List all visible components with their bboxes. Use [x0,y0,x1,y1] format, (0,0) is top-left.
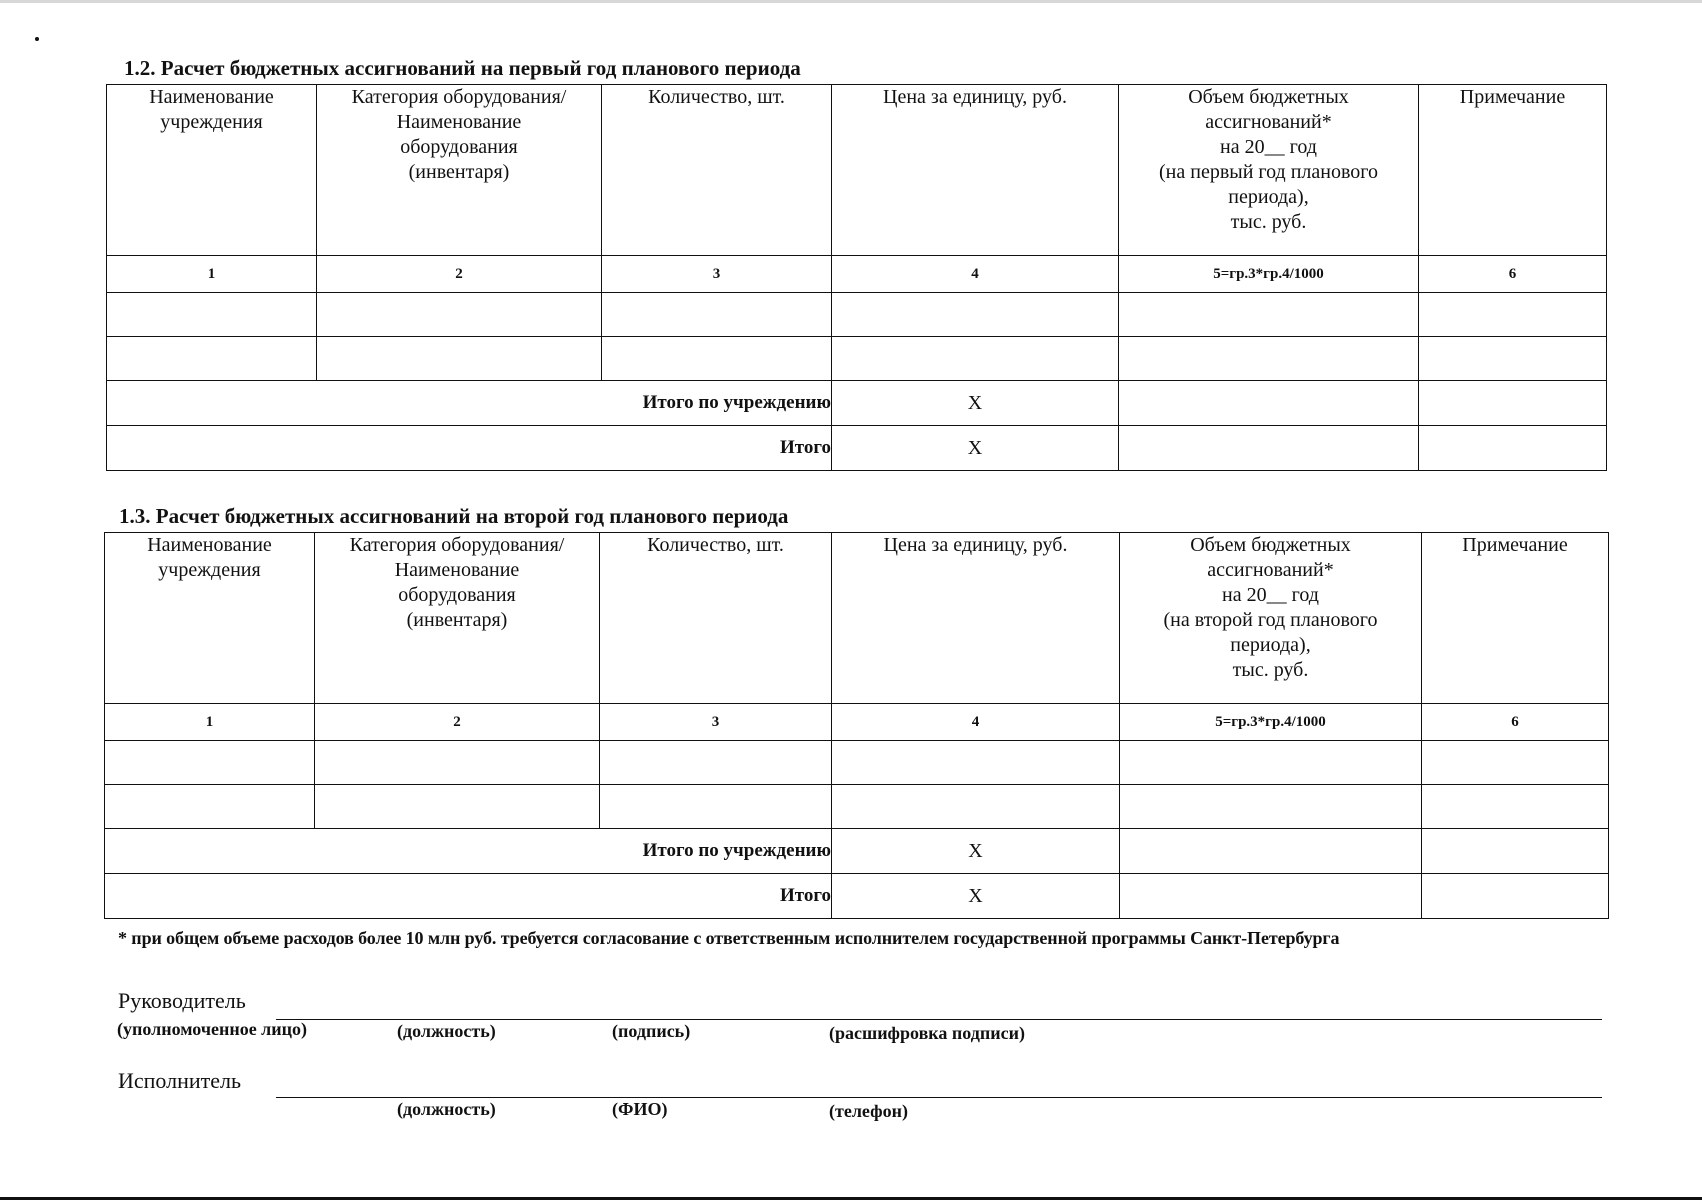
empty-cell[interactable] [1120,741,1422,785]
empty-cell[interactable] [1422,785,1609,829]
executor-label: Исполнитель [118,1068,242,1093]
head-signature-line[interactable] [276,1019,1602,1020]
empty-cell[interactable] [1119,381,1419,426]
empty-cell[interactable] [1120,874,1422,919]
table-row [105,741,1609,785]
empty-cell[interactable] [317,293,602,337]
table-header-row [105,533,1609,704]
head-caption-signature: (подпись) [612,1021,691,1041]
column-number-row [107,256,1607,293]
executor-caption-position: (должность) [397,1099,496,1119]
empty-cell[interactable] [600,741,832,785]
column-number: 6 [1419,256,1607,293]
x-mark: Х [832,829,1120,874]
column-number: 6 [1422,704,1609,741]
empty-cell[interactable] [1422,874,1609,919]
header-institution-name: Наименование учреждения [107,85,317,256]
header-equipment-category: Категория оборудования/ Наименование оборудования (инвентаря) [315,533,600,704]
column-number: 4 [832,256,1119,293]
empty-cell[interactable] [315,785,600,829]
table-row [105,785,1609,829]
header-unit-price: Цена за единицу, руб. [832,533,1120,704]
section-2-title: 1.3. Расчет бюджетных ассигнований на второй год планового периода [119,504,789,528]
total-by-institution-label: Итого по учреждению [105,829,832,874]
head-caption-authorized: (уполномоченное лицо) [117,1019,308,1039]
header-quantity: Количество, шт. [600,533,832,704]
empty-cell[interactable] [1419,293,1607,337]
total-label: Итого [107,426,832,471]
empty-cell[interactable] [600,785,832,829]
scan-dot-mark [35,37,39,41]
header-equipment-category: Категория оборудования/ Наименование оборудования (инвентаря) [317,85,602,256]
x-mark: Х [832,381,1119,426]
empty-cell[interactable] [1419,426,1607,471]
header-unit-price: Цена за единицу, руб. [832,85,1119,256]
empty-cell[interactable] [1419,381,1607,426]
empty-cell[interactable] [1120,829,1422,874]
empty-cell[interactable] [602,293,832,337]
x-mark: Х [832,874,1120,919]
empty-cell[interactable] [317,337,602,381]
header-budget-volume: Объем бюджетных ассигнований* на 20__ год (на первый год планового периода), тыс. руб. [1119,85,1419,256]
column-number-formula: 5=гр.3*гр.4/1000 [1119,256,1419,293]
empty-cell[interactable] [105,741,315,785]
column-number: 3 [600,704,832,741]
table-row [107,337,1607,381]
empty-cell[interactable] [832,741,1120,785]
head-caption-position: (должность) [397,1021,496,1041]
column-number: 3 [602,256,832,293]
column-number: 1 [107,256,317,293]
column-number: 4 [832,704,1120,741]
header-institution-name: Наименование учреждения [105,533,315,704]
total-by-institution-label: Итого по учреждению [107,381,832,426]
header-note: Примечание [1422,533,1609,704]
column-number: 1 [105,704,315,741]
header-note: Примечание [1419,85,1607,256]
table-row [107,293,1607,337]
footnote: * при общем объеме расходов более 10 млн руб. требуется согласование с ответственным исполнителем государственной программы Санкт-Петербурга [118,928,1340,948]
executor-caption-name: (ФИО) [612,1099,668,1119]
column-number-formula: 5=гр.3*гр.4/1000 [1120,704,1422,741]
header-quantity: Количество, шт. [602,85,832,256]
empty-cell[interactable] [1422,829,1609,874]
empty-cell[interactable] [832,785,1120,829]
total-label: Итого [105,874,832,919]
empty-cell[interactable] [315,741,600,785]
empty-cell[interactable] [1119,337,1419,381]
empty-cell[interactable] [1119,293,1419,337]
empty-cell[interactable] [832,337,1119,381]
empty-cell[interactable] [107,337,317,381]
head-label: Руководитель [118,988,246,1013]
empty-cell[interactable] [107,293,317,337]
column-number: 2 [315,704,600,741]
empty-cell[interactable] [832,293,1119,337]
empty-cell[interactable] [105,785,315,829]
column-number: 2 [317,256,602,293]
column-number-row [105,704,1609,741]
empty-cell[interactable] [1419,337,1607,381]
table-header-row [107,85,1607,256]
executor-signature-line[interactable] [276,1097,1602,1098]
total-row [105,874,1609,919]
empty-cell[interactable] [1120,785,1422,829]
executor-caption-phone: (телефон) [829,1101,908,1121]
head-caption-decoding: (расшифровка подписи) [829,1023,1025,1043]
budget-table-first-year [106,84,1607,471]
budget-table-second-year [104,532,1609,919]
x-mark: Х [832,426,1119,471]
empty-cell[interactable] [1422,741,1609,785]
empty-cell[interactable] [1119,426,1419,471]
total-row [107,426,1607,471]
header-budget-volume: Объем бюджетных ассигнований* на 20__ год (на второй год планового периода), тыс. руб. [1120,533,1422,704]
total-by-institution-row [107,381,1607,426]
total-by-institution-row [105,829,1609,874]
section-1-title: 1.2. Расчет бюджетных ассигнований на первый год планового периода [124,56,801,80]
empty-cell[interactable] [602,337,832,381]
scan-top-edge [0,0,1702,3]
